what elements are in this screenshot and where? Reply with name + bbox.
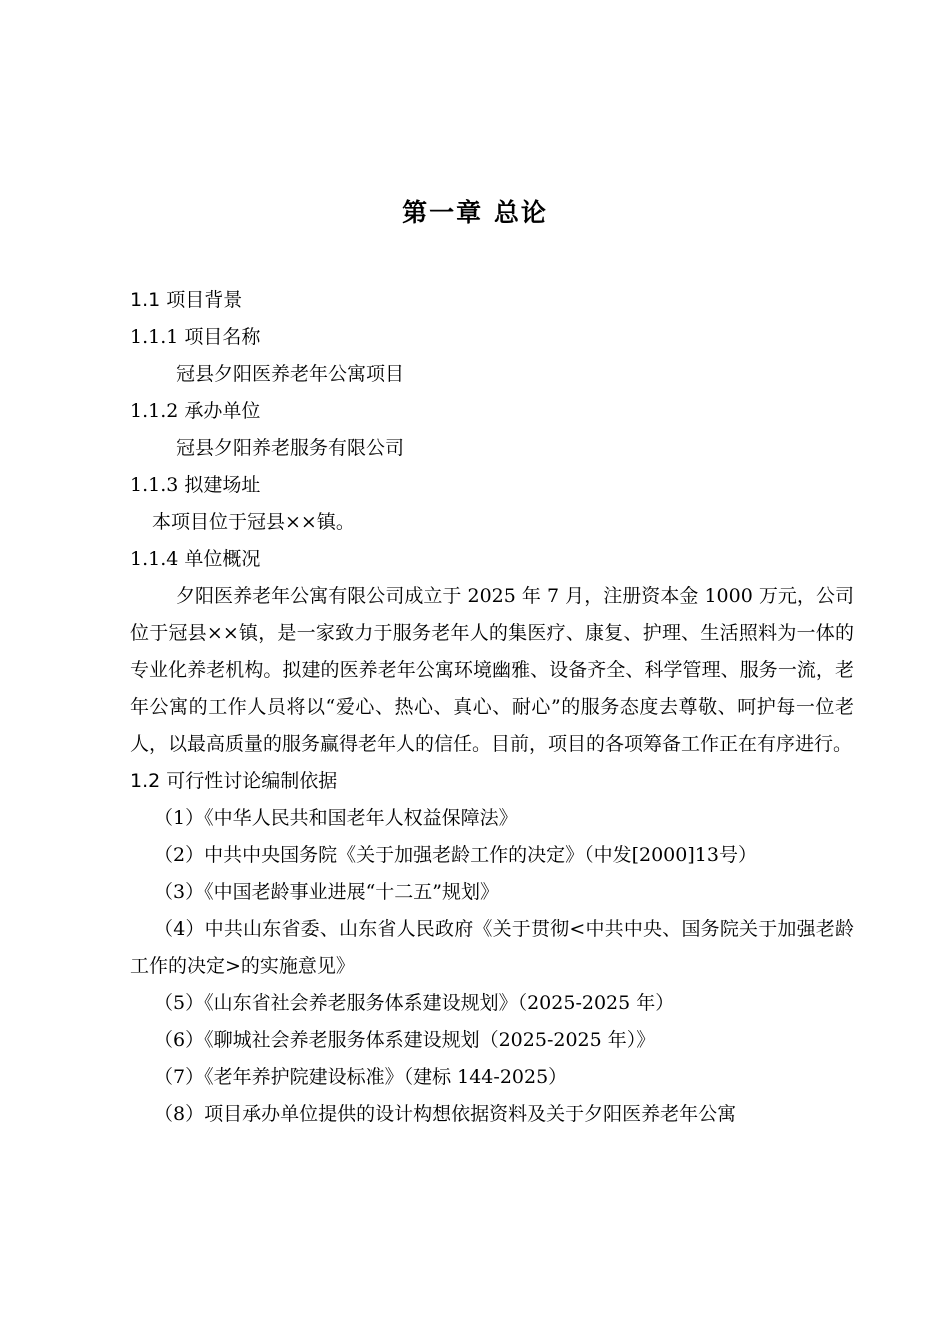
section-heading-1-2: 1.2 可行性讨论编制依据 xyxy=(130,770,338,792)
reference-item: （3）《中国老龄事业进展“十二五”规划》 xyxy=(154,881,500,903)
chapter-title: 第一章 总论 xyxy=(402,198,548,227)
reference-item: （7）《老年养护院建设标准》（建标 144-2025） xyxy=(154,1066,568,1088)
project-name-text: 冠县夕阳医养老年公寓项目 xyxy=(176,363,405,385)
reference-item: （1）《中华人民共和国老年人权益保障法》 xyxy=(154,807,518,829)
document-body xyxy=(130,282,854,1133)
overview-paragraph: 夕阳医养老年公寓有限公司成立于 2025 年 7 月，注册资本金 1000 万元，公司位于冠县××镇，是一家致力于服务老年人的集医疗、康复、护理、生活照料为一体的专业化养老机构。拟建的医养老年公寓环境幽雅、设备齐全、科学管理、服务一流，老年公寓的工作人员将以“爱心、热心、真心、耐心”的服务态度去尊敬、呵护每一位老人，以最高质量的服务赢得老年人的信任。目前，项目的各项筹备工作正在有序进行。 xyxy=(130,585,854,755)
organizer-text: 冠县夕阳养老服务有限公司 xyxy=(176,437,405,459)
reference-item: （8）项目承办单位提供的设计构想依据资料及关于夕阳医养老年公寓 xyxy=(154,1103,737,1125)
reference-item: （6）《聊城社会养老服务体系建设规划（2025-2025 年）》 xyxy=(154,1029,656,1051)
section-heading-1-1-1: 1.1.1 项目名称 xyxy=(130,326,261,348)
site-text: 本项目位于冠县××镇。 xyxy=(152,511,355,533)
reference-item: （5）《山东省社会养老服务体系建设规划》（2025-2025 年） xyxy=(154,992,675,1014)
reference-item: （4）中共山东省委、山东省人民政府《关于贯彻<中共中央、国务院关于加强老龄工作的决定>的实施意见》 xyxy=(130,918,854,977)
reference-item: （2）中共中央国务院《关于加强老龄工作的决定》（中发[2000]13号） xyxy=(154,844,757,866)
section-heading-1-1-2: 1.1.2 承办单位 xyxy=(130,400,261,422)
section-heading-1-1: 1.1 项目背景 xyxy=(130,289,243,311)
section-heading-1-1-3: 1.1.3 拟建场址 xyxy=(130,474,261,496)
section-heading-1-1-4: 1.1.4 单位概况 xyxy=(130,548,261,570)
